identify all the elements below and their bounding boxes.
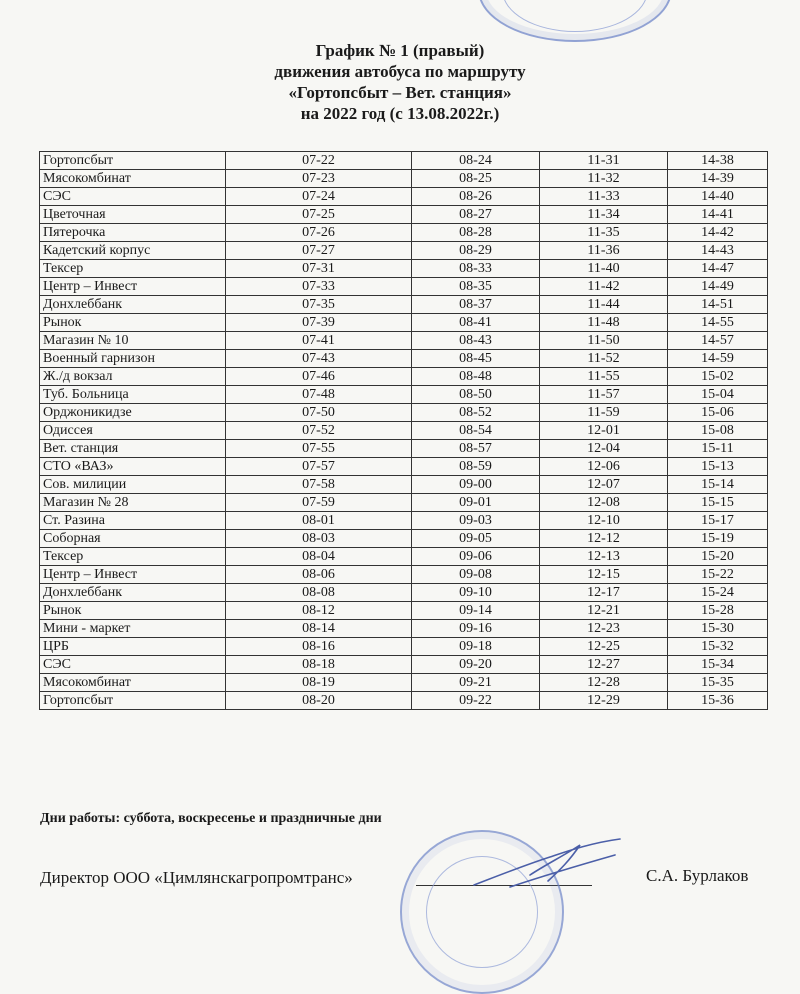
departure-time-cell: 08-20	[226, 692, 412, 710]
departure-time-cell: 15-06	[668, 404, 768, 422]
departure-time-cell: 08-43	[412, 332, 540, 350]
departure-time-cell: 15-36	[668, 692, 768, 710]
departure-time-cell: 14-41	[668, 206, 768, 224]
departure-time-cell: 15-14	[668, 476, 768, 494]
departure-time-cell: 14-59	[668, 350, 768, 368]
table-row	[40, 602, 768, 620]
departure-time-cell: 12-13	[540, 548, 668, 566]
departure-time-cell: 11-35	[540, 224, 668, 242]
table-row	[40, 674, 768, 692]
departure-time-cell: 11-59	[540, 404, 668, 422]
departure-time-cell: 07-41	[226, 332, 412, 350]
departure-time-cell: 08-27	[412, 206, 540, 224]
departure-time-cell: 08-18	[226, 656, 412, 674]
departure-time-cell: 07-22	[226, 152, 412, 170]
stop-name-cell: Вет. станция	[40, 440, 226, 458]
schedule-table-body	[40, 152, 768, 710]
departure-time-cell: 08-37	[412, 296, 540, 314]
departure-time-cell: 08-45	[412, 350, 540, 368]
stop-name-cell: СЭС	[40, 188, 226, 206]
table-row	[40, 404, 768, 422]
table-row	[40, 422, 768, 440]
stop-name-cell: ЦРБ	[40, 638, 226, 656]
table-row	[40, 656, 768, 674]
departure-time-cell: 08-50	[412, 386, 540, 404]
stop-name-cell: Рынок	[40, 602, 226, 620]
departure-time-cell: 07-57	[226, 458, 412, 476]
departure-time-cell: 09-08	[412, 566, 540, 584]
title-line-1: График № 1 (правый)	[315, 41, 485, 60]
departure-time-cell: 12-08	[540, 494, 668, 512]
table-row	[40, 350, 768, 368]
departure-time-cell: 07-33	[226, 278, 412, 296]
table-row	[40, 494, 768, 512]
departure-time-cell: 08-24	[412, 152, 540, 170]
schedule-table	[39, 151, 768, 710]
stop-name-cell: Орджоникидзе	[40, 404, 226, 422]
table-row	[40, 620, 768, 638]
departure-time-cell: 08-54	[412, 422, 540, 440]
departure-time-cell: 11-31	[540, 152, 668, 170]
stop-name-cell: Туб. Больница	[40, 386, 226, 404]
departure-time-cell: 09-03	[412, 512, 540, 530]
departure-time-cell: 12-10	[540, 512, 668, 530]
stop-name-cell: Ж./д вокзал	[40, 368, 226, 386]
stop-name-cell: Гортопсбыт	[40, 152, 226, 170]
table-row	[40, 512, 768, 530]
departure-time-cell: 14-40	[668, 188, 768, 206]
stop-name-cell: Рынок	[40, 314, 226, 332]
departure-time-cell: 09-00	[412, 476, 540, 494]
departure-time-cell: 09-10	[412, 584, 540, 602]
departure-time-cell: 09-20	[412, 656, 540, 674]
title-line-4: на 2022 год (с 13.08.2022г.)	[300, 104, 500, 123]
table-row	[40, 458, 768, 476]
departure-time-cell: 14-47	[668, 260, 768, 278]
departure-time-cell: 15-35	[668, 674, 768, 692]
title-line-2: движения автобуса по маршруту	[274, 62, 526, 81]
table-row	[40, 278, 768, 296]
departure-time-cell: 07-31	[226, 260, 412, 278]
departure-time-cell: 08-12	[226, 602, 412, 620]
departure-time-cell: 14-51	[668, 296, 768, 314]
departure-time-cell: 12-29	[540, 692, 668, 710]
departure-time-cell: 12-07	[540, 476, 668, 494]
table-row	[40, 170, 768, 188]
stop-name-cell: Сов. милиции	[40, 476, 226, 494]
departure-time-cell: 08-06	[226, 566, 412, 584]
departure-time-cell: 12-23	[540, 620, 668, 638]
departure-time-cell: 08-25	[412, 170, 540, 188]
stop-name-cell: Донхлеббанк	[40, 584, 226, 602]
table-row	[40, 242, 768, 260]
departure-time-cell: 15-04	[668, 386, 768, 404]
stop-name-cell: Донхлеббанк	[40, 296, 226, 314]
departure-time-cell: 15-30	[668, 620, 768, 638]
departure-time-cell: 07-52	[226, 422, 412, 440]
departure-time-cell: 15-11	[668, 440, 768, 458]
departure-time-cell: 11-33	[540, 188, 668, 206]
stop-name-cell: Центр – Инвест	[40, 278, 226, 296]
departure-time-cell: 11-34	[540, 206, 668, 224]
departure-time-cell: 14-39	[668, 170, 768, 188]
departure-time-cell: 11-36	[540, 242, 668, 260]
table-row	[40, 332, 768, 350]
departure-time-cell: 08-26	[412, 188, 540, 206]
stop-name-cell: Центр – Инвест	[40, 566, 226, 584]
departure-time-cell: 12-04	[540, 440, 668, 458]
departure-time-cell: 12-12	[540, 530, 668, 548]
departure-time-cell: 15-24	[668, 584, 768, 602]
stop-name-cell: Пятерочка	[40, 224, 226, 242]
departure-time-cell: 07-46	[226, 368, 412, 386]
departure-time-cell: 08-41	[412, 314, 540, 332]
departure-time-cell: 15-15	[668, 494, 768, 512]
departure-time-cell: 11-50	[540, 332, 668, 350]
departure-time-cell: 08-01	[226, 512, 412, 530]
stop-name-cell: Тексер	[40, 548, 226, 566]
departure-time-cell: 08-03	[226, 530, 412, 548]
departure-time-cell: 07-24	[226, 188, 412, 206]
stop-name-cell: Соборная	[40, 530, 226, 548]
departure-time-cell: 14-49	[668, 278, 768, 296]
stop-name-cell: Тексер	[40, 260, 226, 278]
departure-time-cell: 09-18	[412, 638, 540, 656]
departure-time-cell: 08-28	[412, 224, 540, 242]
departure-time-cell: 11-32	[540, 170, 668, 188]
departure-time-cell: 11-57	[540, 386, 668, 404]
director-label: Директор ООО «Цимлянскагропромтранс»	[40, 868, 353, 887]
departure-time-cell: 09-21	[412, 674, 540, 692]
stop-name-cell: СЭС	[40, 656, 226, 674]
departure-time-cell: 11-55	[540, 368, 668, 386]
title-line-3: «Гортопсбыт – Вет. станция»	[288, 83, 512, 102]
departure-time-cell: 12-21	[540, 602, 668, 620]
table-row	[40, 386, 768, 404]
stop-name-cell: Цветочная	[40, 206, 226, 224]
departure-time-cell: 08-57	[412, 440, 540, 458]
stop-name-cell: Магазин № 28	[40, 494, 226, 512]
stop-name-cell: СТО «ВАЗ»	[40, 458, 226, 476]
departure-time-cell: 07-27	[226, 242, 412, 260]
departure-time-cell: 12-01	[540, 422, 668, 440]
departure-time-cell: 14-55	[668, 314, 768, 332]
departure-time-cell: 12-06	[540, 458, 668, 476]
signatory-name: С.А. Бурлаков	[646, 866, 749, 885]
departure-time-cell: 12-17	[540, 584, 668, 602]
table-row	[40, 368, 768, 386]
departure-time-cell: 08-16	[226, 638, 412, 656]
table-row	[40, 296, 768, 314]
departure-time-cell: 07-59	[226, 494, 412, 512]
departure-time-cell: 09-01	[412, 494, 540, 512]
document-title	[0, 40, 800, 124]
departure-time-cell: 07-26	[226, 224, 412, 242]
departure-time-cell: 07-55	[226, 440, 412, 458]
departure-time-cell: 12-15	[540, 566, 668, 584]
stop-name-cell: Одиссея	[40, 422, 226, 440]
departure-time-cell: 07-35	[226, 296, 412, 314]
departure-time-cell: 14-43	[668, 242, 768, 260]
departure-time-cell: 08-59	[412, 458, 540, 476]
table-row	[40, 584, 768, 602]
table-row	[40, 224, 768, 242]
departure-time-cell: 08-48	[412, 368, 540, 386]
table-row	[40, 440, 768, 458]
departure-time-cell: 09-14	[412, 602, 540, 620]
departure-time-cell: 15-20	[668, 548, 768, 566]
departure-time-cell: 15-17	[668, 512, 768, 530]
table-row	[40, 476, 768, 494]
departure-time-cell: 15-34	[668, 656, 768, 674]
departure-time-cell: 09-06	[412, 548, 540, 566]
departure-time-cell: 07-43	[226, 350, 412, 368]
table-row	[40, 260, 768, 278]
stop-name-cell: Военный гарнизон	[40, 350, 226, 368]
departure-time-cell: 15-32	[668, 638, 768, 656]
table-row	[40, 152, 768, 170]
departure-time-cell: 08-04	[226, 548, 412, 566]
table-row	[40, 188, 768, 206]
departure-time-cell: 11-48	[540, 314, 668, 332]
handwritten-signature	[470, 835, 630, 895]
departure-time-cell: 09-16	[412, 620, 540, 638]
departure-time-cell: 15-22	[668, 566, 768, 584]
stop-name-cell: Мясокомбинат	[40, 170, 226, 188]
departure-time-cell: 07-39	[226, 314, 412, 332]
table-row	[40, 692, 768, 710]
table-row	[40, 530, 768, 548]
departure-time-cell: 07-23	[226, 170, 412, 188]
stop-name-cell: Магазин № 10	[40, 332, 226, 350]
table-row	[40, 638, 768, 656]
departure-time-cell: 07-50	[226, 404, 412, 422]
departure-time-cell: 07-25	[226, 206, 412, 224]
departure-time-cell: 15-13	[668, 458, 768, 476]
departure-time-cell: 12-25	[540, 638, 668, 656]
departure-time-cell: 11-44	[540, 296, 668, 314]
departure-time-cell: 15-28	[668, 602, 768, 620]
stop-name-cell: Мини - маркет	[40, 620, 226, 638]
table-row	[40, 206, 768, 224]
departure-time-cell: 08-29	[412, 242, 540, 260]
departure-time-cell: 07-48	[226, 386, 412, 404]
departure-time-cell: 08-52	[412, 404, 540, 422]
table-row	[40, 314, 768, 332]
departure-time-cell: 08-33	[412, 260, 540, 278]
departure-time-cell: 08-35	[412, 278, 540, 296]
stop-name-cell: Мясокомбинат	[40, 674, 226, 692]
departure-time-cell: 15-19	[668, 530, 768, 548]
departure-time-cell: 14-38	[668, 152, 768, 170]
working-days-note: Дни работы: суббота, воскресенье и праздничные дни	[40, 811, 382, 826]
departure-time-cell: 09-05	[412, 530, 540, 548]
table-row	[40, 548, 768, 566]
departure-time-cell: 12-28	[540, 674, 668, 692]
departure-time-cell: 08-08	[226, 584, 412, 602]
departure-time-cell: 11-42	[540, 278, 668, 296]
table-row	[40, 566, 768, 584]
departure-time-cell: 14-57	[668, 332, 768, 350]
stop-name-cell: Гортопсбыт	[40, 692, 226, 710]
departure-time-cell: 11-52	[540, 350, 668, 368]
stop-name-cell: Кадетский корпус	[40, 242, 226, 260]
departure-time-cell: 08-19	[226, 674, 412, 692]
departure-time-cell: 08-14	[226, 620, 412, 638]
departure-time-cell: 14-42	[668, 224, 768, 242]
departure-time-cell: 11-40	[540, 260, 668, 278]
official-stamp-top	[478, 0, 672, 42]
departure-time-cell: 07-58	[226, 476, 412, 494]
departure-time-cell: 15-02	[668, 368, 768, 386]
departure-time-cell: 09-22	[412, 692, 540, 710]
departure-time-cell: 15-08	[668, 422, 768, 440]
departure-time-cell: 12-27	[540, 656, 668, 674]
stop-name-cell: Ст. Разина	[40, 512, 226, 530]
